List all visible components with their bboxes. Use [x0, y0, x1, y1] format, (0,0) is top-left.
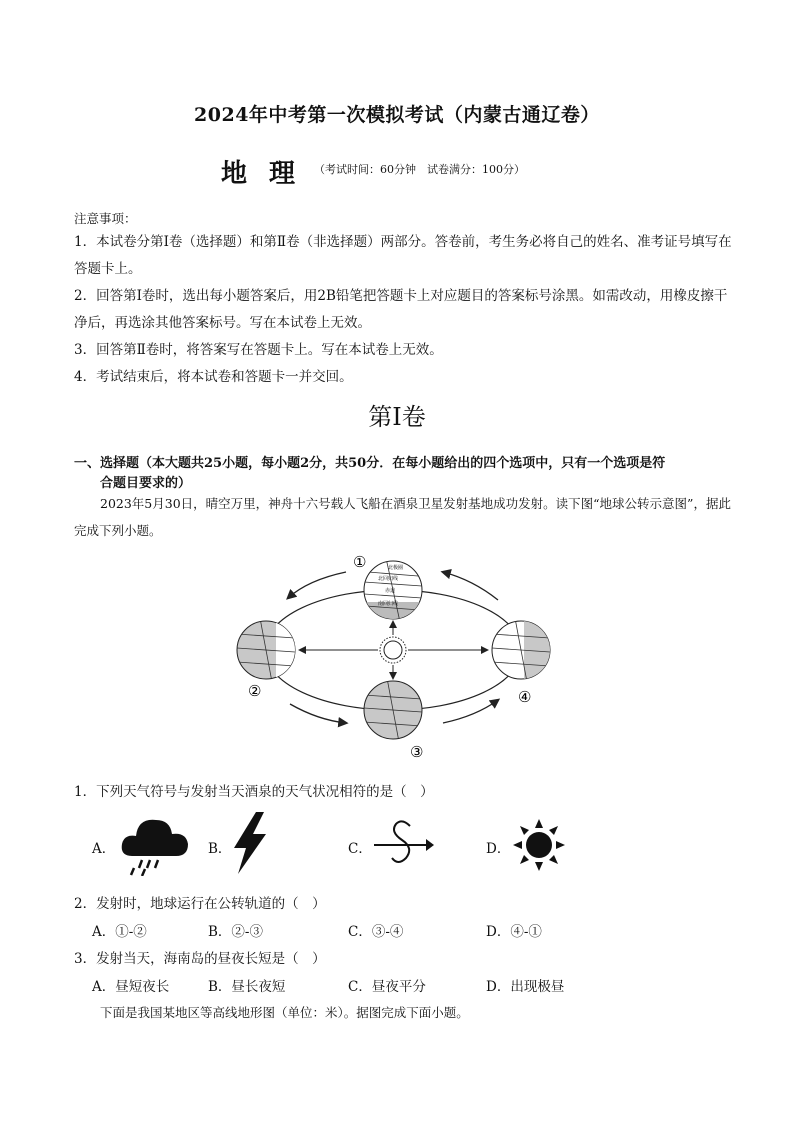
q1-option-d-label: D．	[486, 841, 511, 857]
position-label-3: ③	[410, 743, 424, 761]
notice-item-4: 4．考试结束后，将本试卷和答题卡一并交回。	[74, 369, 353, 385]
q3-option-a: A．昼短夜长	[92, 979, 170, 995]
q3-option-d: D．出现极昼	[486, 979, 565, 995]
orbit-arrow-bottom-left	[290, 704, 346, 723]
svg-text:南回归线: 南回归线	[378, 601, 399, 607]
q3-option-c: C．昼夜平分	[348, 979, 426, 995]
notice-item-3: 3．回答第Ⅱ卷时，将答案写在答题卡上。写在本试卷上无效。	[74, 342, 443, 358]
q2-option-a: A．①-②	[92, 924, 147, 940]
question-2-stem: 2．发射时，地球运行在公转轨道的（ ）	[74, 896, 326, 912]
orbit-arrow-top-left	[288, 572, 346, 598]
notice-item-2: 2．回答第Ⅰ卷时，选出每小题答案后，用2B铅笔把答题卡上对应题目的答案标号涂黑。如需改动，用橡皮擦干净后，再选涂其他答案标号。写在本试卷上无效。	[74, 288, 728, 331]
sun-icon	[512, 818, 566, 872]
position-label-1: ①	[353, 553, 367, 571]
position-label-2: ②	[248, 682, 262, 700]
exam-info: （考试时间：60分钟 试卷满分：100分）	[314, 163, 525, 176]
position-label-4: ④	[518, 688, 532, 706]
q1-option-a-label: A．	[92, 841, 116, 857]
q2-option-c: C．③-④	[348, 924, 404, 940]
earth-revolution-diagram	[228, 550, 558, 765]
earth-position-1	[353, 553, 422, 622]
svg-text:北回归线: 北回归线	[378, 576, 399, 582]
q2-option-d: D．④-①	[486, 924, 542, 940]
exam-title: 2024年中考第一次模拟考试（内蒙古通辽卷）	[194, 104, 600, 126]
volume-title: 第Ⅰ卷	[368, 403, 426, 431]
question-3-stem: 3．发射当天，海南岛的昼夜长短是（ ）	[74, 951, 326, 967]
wind-arrow-icon	[372, 818, 436, 868]
section-heading-cont: 合题目要求的）	[100, 476, 192, 491]
lightning-icon	[228, 810, 272, 876]
svg-text:北极圈: 北极圈	[388, 565, 404, 571]
earth-position-4	[492, 618, 552, 706]
q3-option-b: B．昼长夜短	[208, 979, 286, 995]
intro-paragraph-2: 下面是我国某地区等高线地形图（单位：米）。据图完成下面小题。	[100, 1005, 469, 1020]
section-heading: 一、选择题（本大题共25小题，每小题2分，共50分．在每小题给出的四个选项中，只有一个选项是符	[74, 456, 666, 471]
q1-option-b-label: B．	[208, 841, 232, 857]
subject-title: 地理	[221, 159, 318, 189]
earth-position-3	[364, 678, 423, 761]
rain-cloud-icon	[120, 812, 190, 876]
notice-item-1: 1．本试卷分第Ⅰ卷（选择题）和第Ⅱ卷（非选择题）两部分。答卷前，考生务必将自己的姓名、准考证号填写在答题卡上。	[74, 234, 732, 277]
earth-position-2	[237, 618, 296, 700]
q2-option-b: B．②-③	[208, 924, 263, 940]
svg-text:赤道: 赤道	[385, 588, 396, 594]
intro-paragraph-1: 2023年5月30日，晴空万里，神舟十六号载人飞船在酒泉卫星发射基地成功发射。读下图“地球公转示意图”，据此完成下列小题。	[74, 496, 731, 538]
q1-option-c-label: C．	[348, 841, 372, 857]
question-1-stem: 1．下列天气符号与发射当天酒泉的天气状况相符的是（ ）	[74, 784, 434, 800]
sun-icon	[380, 637, 406, 663]
notice-heading: 注意事项：	[74, 211, 137, 226]
